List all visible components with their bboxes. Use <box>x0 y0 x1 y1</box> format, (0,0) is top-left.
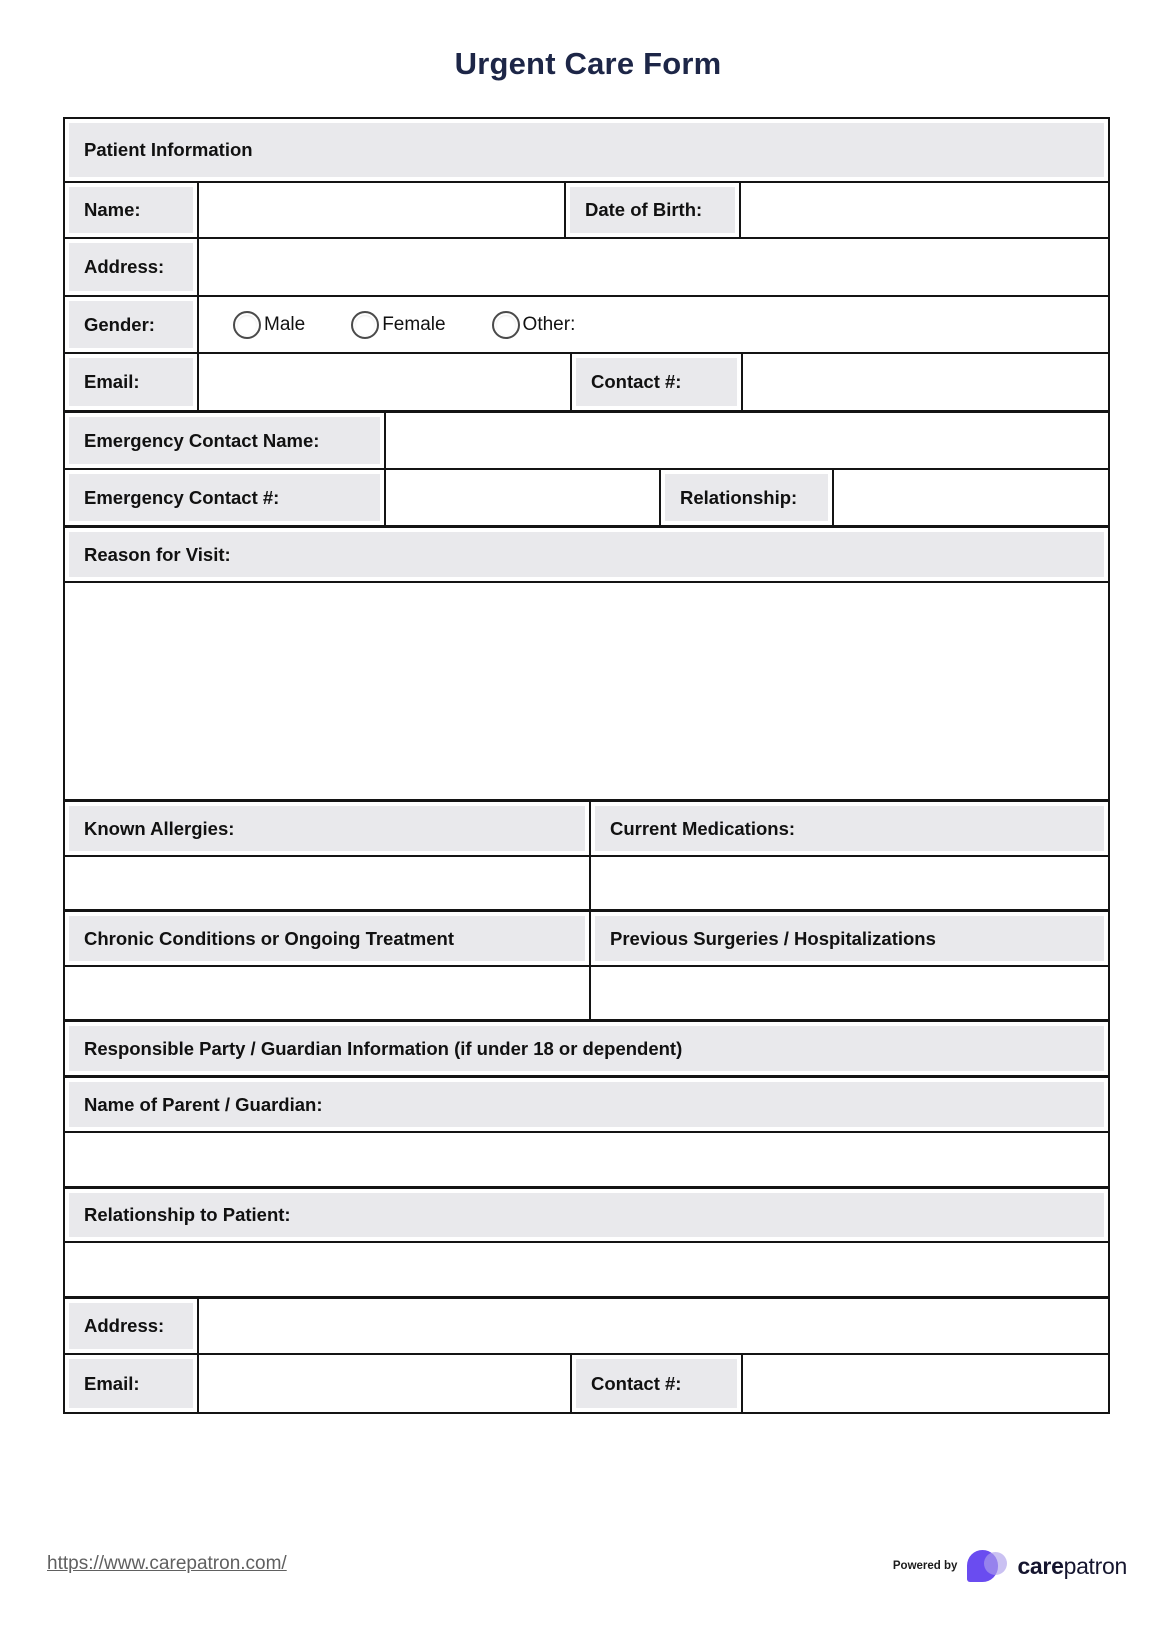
female-radio-label: Female <box>382 313 446 335</box>
gender-option-male <box>233 311 305 339</box>
contact-label: Contact #: <box>591 371 682 392</box>
guardian-contact-label-cell <box>572 1355 743 1412</box>
chronic-conditions-input[interactable] <box>65 967 591 1019</box>
gender-row <box>65 297 1108 354</box>
reason-for-visit-label-cell <box>65 528 1108 581</box>
dob-label: Date of Birth: <box>585 199 703 220</box>
responsible-party-header-label: Responsible Party / Guardian Information (if under 18 or dependent) <box>84 1037 683 1059</box>
page-title: Urgent Care Form <box>454 46 722 81</box>
relationship-input[interactable] <box>834 470 1108 525</box>
gender-label: Gender: <box>84 313 155 335</box>
guardian-address-input[interactable] <box>199 1299 1108 1353</box>
relationship-to-patient-label: Relationship to Patient: <box>84 1204 291 1225</box>
dob-input[interactable] <box>741 183 1108 237</box>
guardian-email-label: Email: <box>84 1372 140 1394</box>
brand-care-text: care <box>1017 1552 1064 1579</box>
name-label: Name: <box>84 199 141 220</box>
parent-name-label-cell <box>65 1078 1108 1131</box>
guardian-contact-label: Contact #: <box>591 1372 682 1394</box>
guardian-email-label-cell <box>65 1355 199 1412</box>
name-dob-row <box>65 183 1108 239</box>
patient-information-header-row <box>65 119 1108 183</box>
reason-for-visit-input[interactable] <box>65 583 1108 799</box>
relationship-label: Relationship: <box>680 486 798 508</box>
logo-circle-shape <box>984 1552 1007 1575</box>
emergency-contact-number-label-cell <box>65 470 386 525</box>
email-label-cell <box>65 354 199 410</box>
chronic-previous-header-row <box>65 911 1108 967</box>
chronic-previous-input-row <box>65 967 1108 1021</box>
parent-name-header-row <box>65 1077 1108 1133</box>
gender-option-female <box>351 311 445 339</box>
gender-option-other <box>492 311 576 339</box>
carepatron-wordmark <box>1017 1553 1127 1580</box>
chronic-conditions-label-cell <box>65 912 591 965</box>
other-radio[interactable] <box>492 311 520 339</box>
previous-surgeries-label-cell <box>591 912 1108 965</box>
relationship-to-patient-input[interactable] <box>65 1243 1108 1296</box>
relationship-label-cell <box>661 470 834 525</box>
email-input[interactable] <box>199 354 572 410</box>
emergency-contact-number-row <box>65 470 1108 527</box>
relationship-to-patient-label-cell <box>65 1189 1108 1241</box>
carepatron-logo-icon <box>967 1548 1011 1584</box>
male-radio[interactable] <box>233 311 261 339</box>
parent-name-input[interactable] <box>65 1133 1108 1186</box>
patient-information-header <box>65 119 1108 181</box>
address-label-cell <box>65 239 199 295</box>
previous-surgeries-label: Previous Surgeries / Hospitalizations <box>610 927 936 949</box>
other-radio-label: Other: <box>522 313 576 335</box>
patient-information-header-label: Patient Information <box>84 139 253 160</box>
powered-by-brand <box>893 1548 1127 1584</box>
emergency-contact-name-label: Emergency Contact Name: <box>84 429 320 451</box>
brand-patron-text: patron <box>1063 1552 1127 1579</box>
parent-name-label: Name of Parent / Guardian: <box>84 1093 323 1115</box>
address-label: Address: <box>84 256 165 277</box>
gender-options-cell <box>199 297 1108 352</box>
previous-surgeries-input[interactable] <box>591 967 1108 1019</box>
current-medications-label-cell <box>591 802 1108 855</box>
known-allergies-label: Known Allergies: <box>84 817 235 839</box>
carepatron-link[interactable]: https://www.carepatron.com/ <box>47 1553 287 1574</box>
relationship-to-patient-header-row <box>65 1188 1108 1243</box>
emergency-contact-name-input[interactable] <box>386 413 1108 468</box>
female-radio[interactable] <box>351 311 379 339</box>
responsible-party-header-row <box>65 1021 1108 1077</box>
guardian-contact-input[interactable] <box>743 1355 1108 1412</box>
current-medications-input[interactable] <box>591 857 1108 909</box>
guardian-address-label-cell <box>65 1299 199 1353</box>
current-medications-label: Current Medications: <box>610 817 796 839</box>
name-label-cell <box>65 183 199 237</box>
parent-name-input-row <box>65 1133 1108 1188</box>
emergency-contact-number-label: Emergency Contact #: <box>84 486 280 508</box>
male-radio-label: Male <box>264 313 306 335</box>
emergency-contact-name-label-cell <box>65 413 386 468</box>
dob-label-cell <box>566 183 741 237</box>
address-input[interactable] <box>199 239 1108 295</box>
powered-by-label: Powered by <box>892 1560 958 1572</box>
chronic-conditions-label: Chronic Conditions or Ongoing Treatment <box>84 927 454 949</box>
guardian-email-contact-row <box>65 1355 1108 1412</box>
responsible-party-header-cell <box>65 1022 1108 1075</box>
guardian-email-input[interactable] <box>199 1355 572 1412</box>
emergency-contact-number-input[interactable] <box>386 470 661 525</box>
guardian-address-label: Address: <box>84 1315 165 1336</box>
reason-for-visit-input-row <box>65 583 1108 801</box>
relationship-to-patient-input-row <box>65 1243 1108 1298</box>
email-label: Email: <box>84 371 140 392</box>
contact-label-cell <box>572 354 743 410</box>
emergency-contact-name-row <box>65 412 1108 470</box>
contact-input[interactable] <box>743 354 1108 410</box>
reason-for-visit-label: Reason for Visit: <box>84 543 231 565</box>
allergies-medications-header-row <box>65 801 1108 857</box>
known-allergies-label-cell <box>65 802 591 855</box>
guardian-address-row <box>65 1298 1108 1355</box>
urgent-care-form-table <box>63 117 1110 1414</box>
address-row <box>65 239 1108 297</box>
allergies-medications-input-row <box>65 857 1108 911</box>
email-contact-row <box>65 354 1108 412</box>
reason-for-visit-header-row <box>65 527 1108 583</box>
name-input[interactable] <box>199 183 566 237</box>
gender-label-cell <box>65 297 199 352</box>
known-allergies-input[interactable] <box>65 857 591 909</box>
